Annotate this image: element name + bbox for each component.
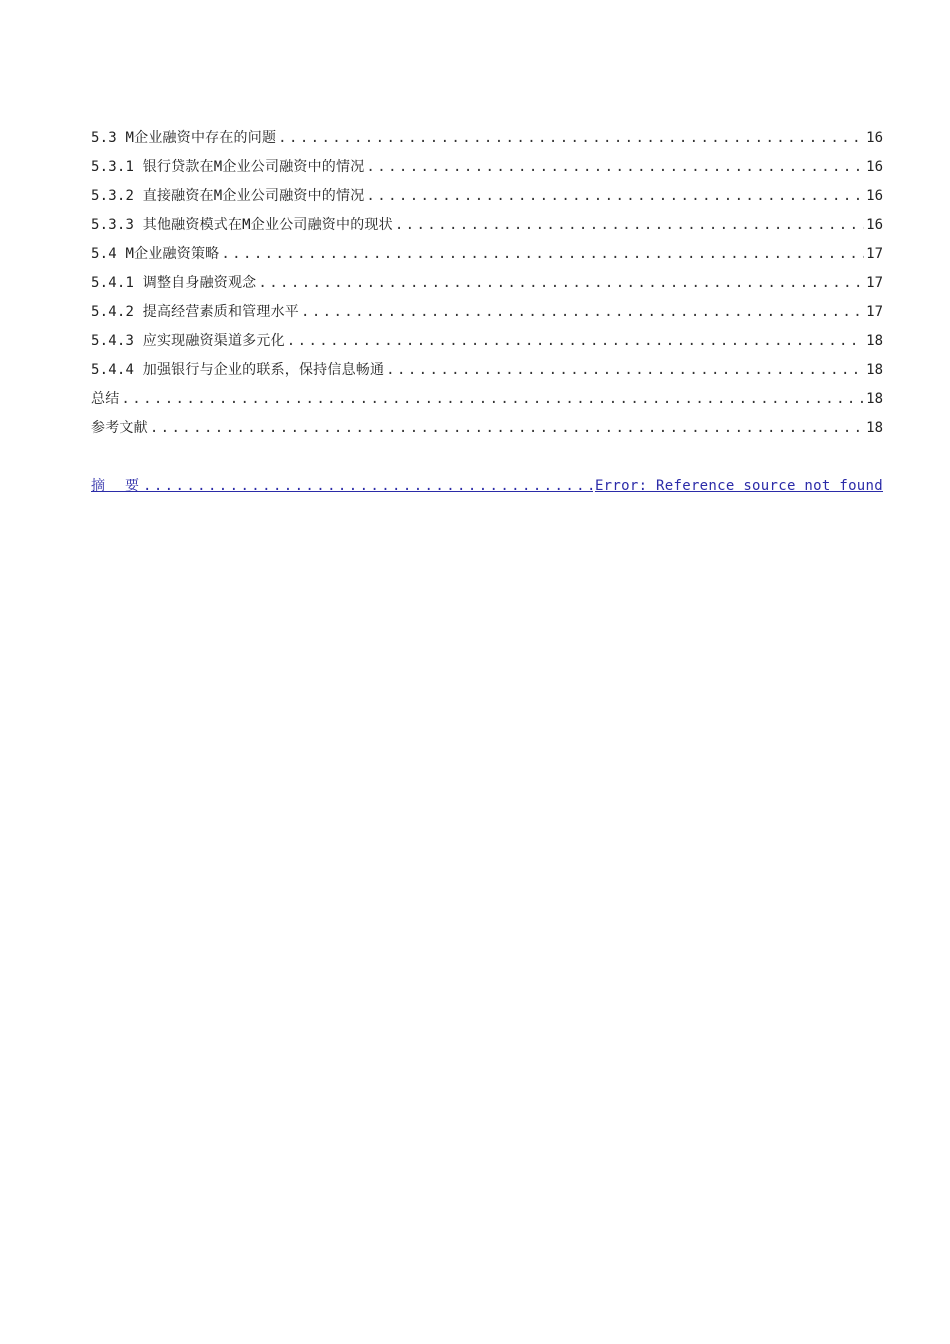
toc-entry-title: 参考文献: [91, 420, 148, 436]
toc-dot-leader: [150, 414, 864, 443]
toc-entry-title: 5.3.1 银行贷款在M企业公司融资中的情况: [91, 159, 365, 175]
toc-dot-leader: [366, 153, 864, 182]
toc-entry[interactable]: [91, 414, 883, 443]
toc-entry-page: 16: [866, 217, 883, 233]
toc-entry[interactable]: [91, 211, 883, 240]
toc-entry-page: 18: [866, 333, 883, 349]
toc-entry-title: 5.4 M企业融资策略: [91, 246, 220, 262]
toc-dot-leader: [301, 298, 864, 327]
toc-entry[interactable]: [91, 182, 883, 211]
toc-entry[interactable]: [91, 240, 883, 269]
toc-entry[interactable]: [91, 327, 883, 356]
toc-dot-leader: [121, 385, 864, 414]
toc-entry-title: 5.3.3 其他融资模式在M企业公司融资中的现状: [91, 217, 393, 233]
toc-entry-page: 17: [866, 246, 883, 262]
toc-entry-title: 总结: [91, 391, 120, 407]
toc-entry[interactable]: [91, 153, 883, 182]
toc-entry-page: 18: [866, 362, 883, 378]
toc-entry-page: 16: [866, 159, 883, 175]
toc-link-abstract[interactable]: [91, 472, 883, 501]
toc-dot-leader: [395, 211, 864, 240]
table-of-contents: [91, 124, 883, 501]
toc-entry[interactable]: [91, 385, 883, 414]
toc-entry[interactable]: [91, 356, 883, 385]
toc-dot-leader: [386, 356, 864, 385]
toc-entry-title: 5.4.3 应实现融资渠道多元化: [91, 333, 285, 349]
toc-entry-page: 18: [866, 420, 883, 436]
toc-dot-leader: [258, 269, 864, 298]
toc-entry-page: 16: [866, 188, 883, 204]
toc-entry[interactable]: [91, 269, 883, 298]
toc-link-title[interactable]: 摘要: [91, 478, 159, 494]
toc-entry-title: 5.3.2 直接融资在M企业公司融资中的情况: [91, 188, 365, 204]
toc-dot-leader: [278, 124, 864, 153]
toc-entry-page: 17: [866, 275, 883, 291]
toc-entry-page: 18: [866, 391, 883, 407]
toc-entry[interactable]: [91, 124, 883, 153]
toc-dot-leader: [221, 240, 864, 269]
toc-entry-title: 5.4.1 调整自身融资观念: [91, 275, 257, 291]
toc-entry-title: 5.3 M企业融资中存在的问题: [91, 130, 277, 146]
toc-entry-page: 16: [866, 130, 883, 146]
toc-entry-title: 5.4.4 加强银行与企业的联系，保持信息畅通: [91, 362, 385, 378]
toc-entry-title: 5.4.2 提高经营素质和管理水平: [91, 304, 299, 320]
toc-dot-leader[interactable]: [143, 472, 593, 501]
toc-dot-leader: [287, 327, 864, 356]
toc-link-page-error[interactable]: Error: Reference source not found: [594, 478, 883, 494]
toc-entry-page: 17: [866, 304, 883, 320]
toc-entry[interactable]: [91, 298, 883, 327]
toc-dot-leader: [366, 182, 864, 211]
